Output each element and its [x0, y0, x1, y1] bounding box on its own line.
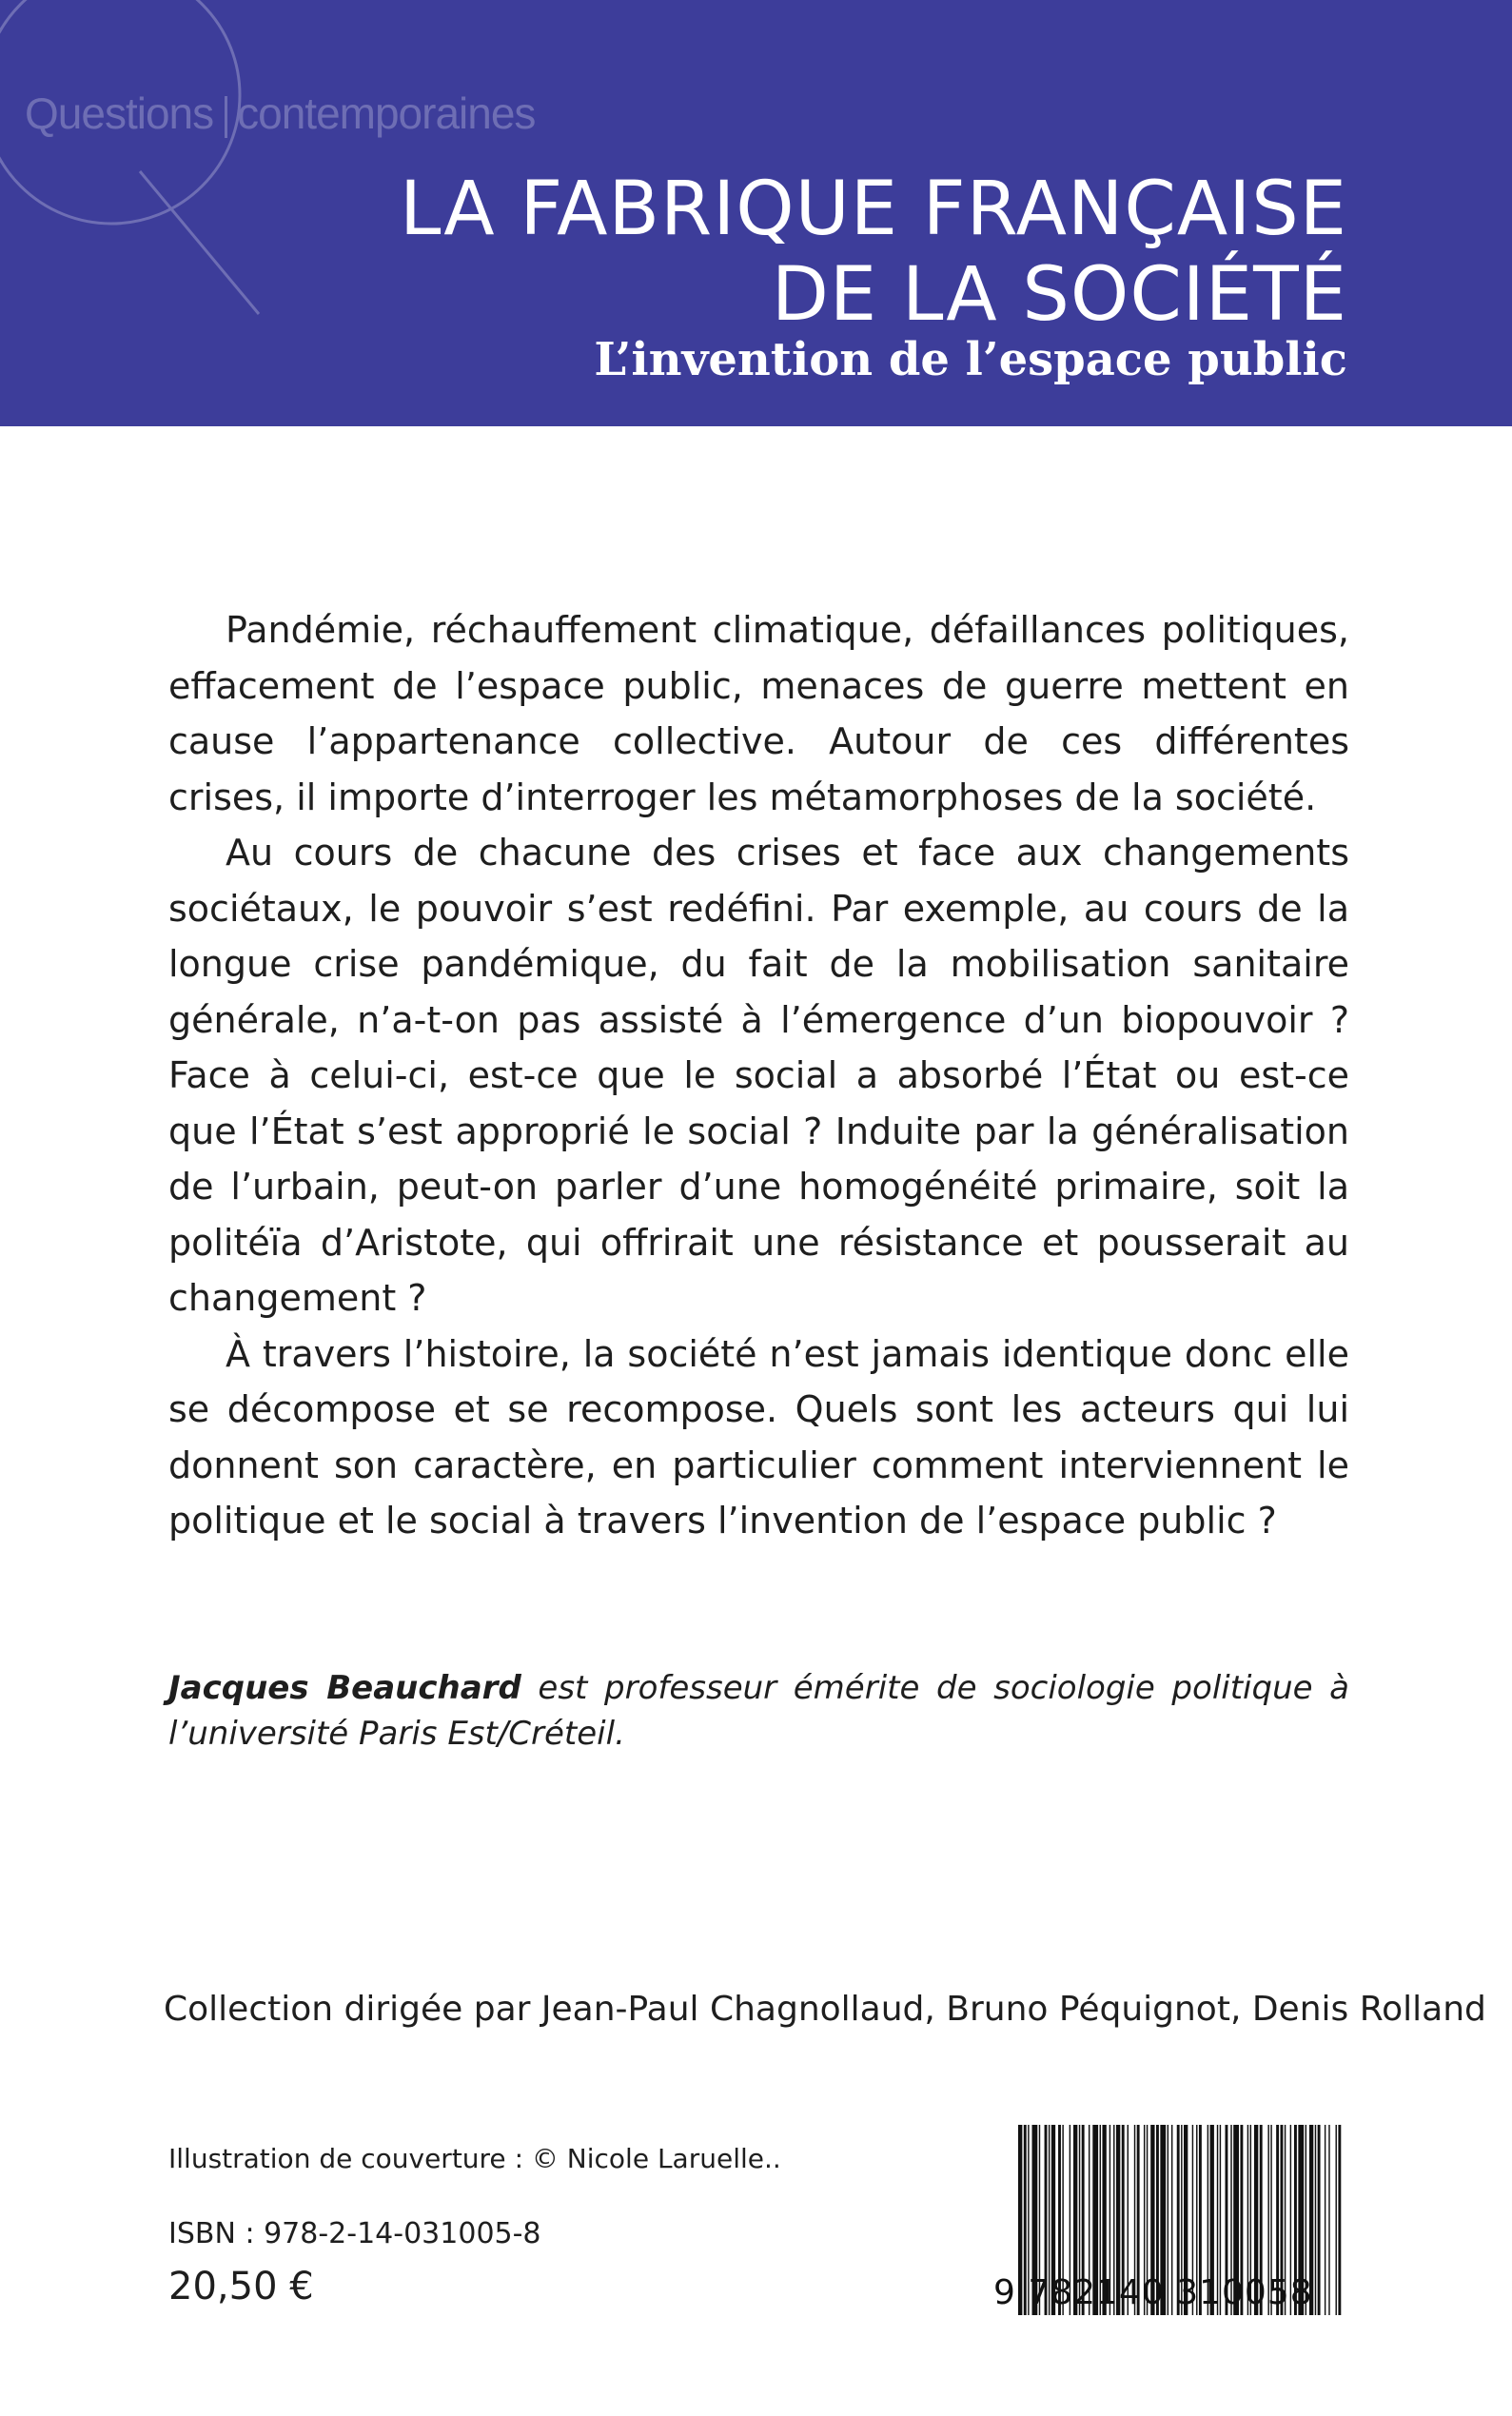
q-letter-icon	[0, 0, 287, 333]
price: 20,50 €	[168, 2265, 314, 2308]
series-name-part1: Questions	[25, 88, 214, 138]
series-name-part2: contemporaines	[237, 88, 536, 138]
collection-directors: Collection dirigée par Jean-Paul Chagnollaud, Bruno Péquignot, Denis Rolland	[164, 1990, 1486, 2029]
blurb-paragraph-3: À travers l’histoire, la société n’est jamais identique donc elle se décompose et se recompose. Quels sont les acteurs qui lui donnent son caractère, en particulier comment interviennent le politique et le social à travers l’invention de l’espace public ?	[168, 1332, 1349, 1542]
author-name: Jacques Beauchard	[168, 1669, 521, 1707]
barcode-number: 9 782140 310058	[993, 2273, 1313, 2312]
cover-header	[0, 0, 1512, 426]
book-title-line-2: DE LA SOCIÉTÉ	[771, 252, 1347, 338]
cover-illustration-credit: Illustration de couverture : © Nicole Laruelle..	[168, 2143, 781, 2174]
author-note	[168, 1665, 1349, 1757]
series-name	[25, 88, 535, 139]
book-title-line-1: LA FABRIQUE FRANÇAISE	[400, 167, 1347, 252]
blurb-paragraph-2: Au cours de chacune des crises et face aux changements sociétaux, le pouvoir s’est redéfini. Par exemple, au cours de la longue crise pandémique, du fait de la mobilisation sanitaire générale, n’a-t-on pas assisté à l’émergence d’un biopouvoir ? Face à celui-ci, est-ce que le social a absorbé l’État ou est-ce que l’État s’est approprié le social ? Induite par la généralisation de l’urbain, peut-on parler d’une homogénéité primaire, soit la politéïa d’Aristote, qui offrirait une résistance et pousserait au changement ?	[168, 832, 1349, 1319]
blurb-paragraph-1: Pandémie, réchauffement climatique, défaillances politiques, effacement de l’espace public, menaces de guerre mettent en cause l’appartenance collective. Autour de ces différentes crises, il importe d’interroger les métamorphoses de la société.	[168, 609, 1349, 818]
book-subtitle: L’invention de l’espace public	[594, 333, 1347, 386]
author-bio: est professeur émérite de sociologie politique à l’université Paris Est/Créteil.	[168, 1669, 1349, 1753]
series-separator	[225, 96, 227, 138]
isbn: ISBN : 978-2-14-031005-8	[168, 2217, 541, 2250]
back-cover-blurb	[168, 602, 1349, 1549]
